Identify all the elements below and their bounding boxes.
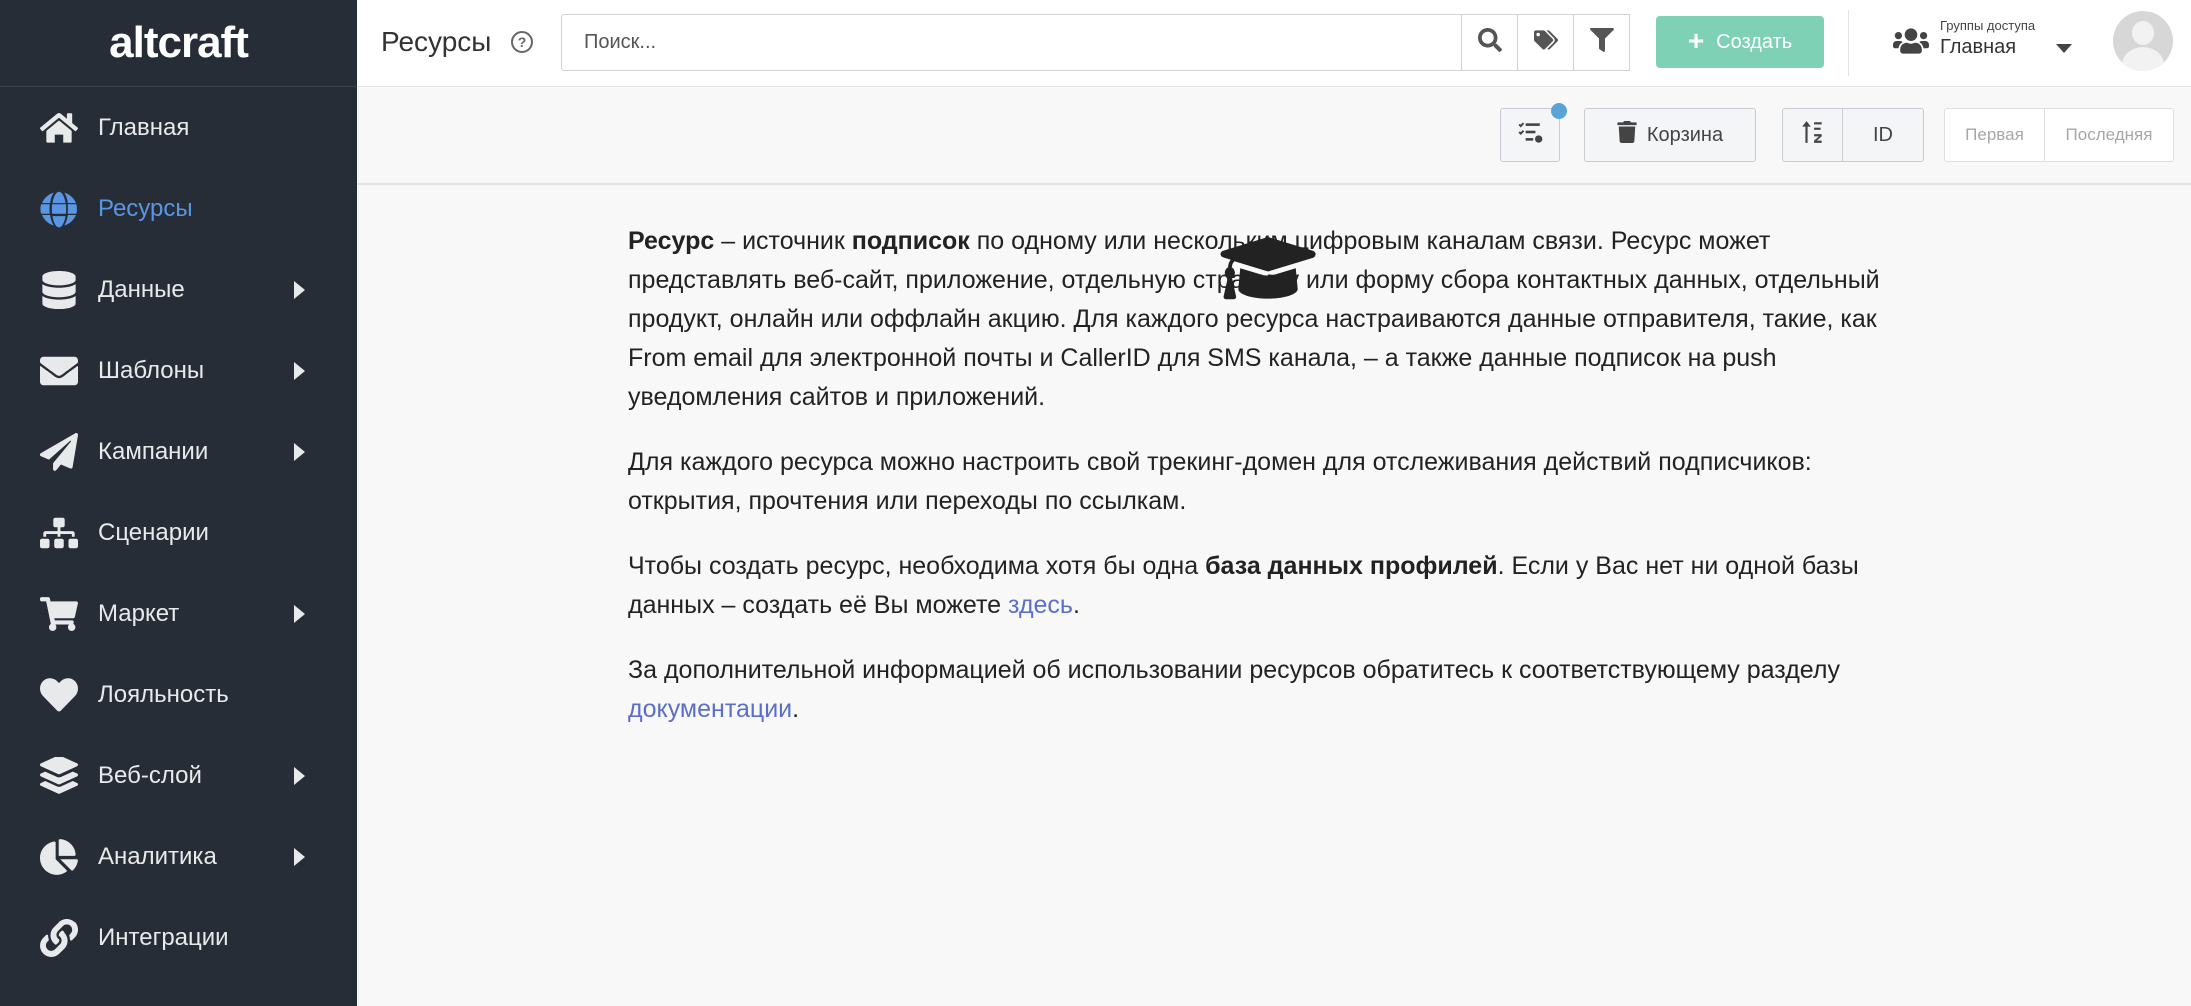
- sort-field-label: ID: [1873, 123, 1893, 146]
- page-title: Ресурсы: [381, 26, 492, 57]
- trash-label: Корзина: [1646, 123, 1724, 146]
- avatar-head: [2132, 21, 2154, 45]
- trash-button[interactable]: [1584, 108, 1756, 162]
- caret-right-icon: [294, 281, 305, 299]
- text-span: .: [792, 695, 800, 723]
- notification-dot: [1551, 103, 1567, 119]
- sidebar-item-label: Шаблоны: [98, 356, 205, 384]
- trash-icon: [1617, 121, 1637, 149]
- text-span: – источник: [714, 227, 852, 255]
- info-paragraph-1: [628, 222, 1928, 417]
- column-settings-button[interactable]: [1500, 108, 1560, 162]
- sidebar-item-label: Данные: [98, 275, 185, 303]
- user-avatar[interactable]: [2113, 11, 2173, 71]
- sidebar-item-web-layer[interactable]: [0, 735, 357, 816]
- pagination-last-label: Последняя: [2065, 125, 2153, 144]
- help-icon[interactable]: ?: [511, 31, 533, 53]
- filter-icon: [1590, 28, 1614, 57]
- documentation-link[interactable]: документации: [628, 695, 793, 723]
- access-groups-select[interactable]: Главная: [1940, 36, 2017, 58]
- create-database-link[interactable]: здесь: [1008, 591, 1073, 619]
- pagination-first-button[interactable]: [1944, 108, 2045, 162]
- cart-icon: [38, 593, 80, 635]
- list-toolbar: [357, 87, 2191, 185]
- sidebar-item-resources[interactable]: [0, 168, 357, 249]
- sidebar-item-templates[interactable]: [0, 330, 357, 411]
- create-label: Создать: [1716, 30, 1793, 53]
- envelope-icon: [38, 350, 80, 392]
- layers-icon: [38, 755, 80, 797]
- database-icon: [38, 269, 80, 311]
- logo-text: altcraft: [109, 18, 248, 67]
- users-icon: [1893, 26, 1929, 56]
- top-bar: [357, 0, 2191, 87]
- sidebar-item-integrations[interactable]: [0, 897, 357, 978]
- caret-down-icon[interactable]: [2056, 44, 2072, 53]
- info-paragraph-4: [628, 651, 1928, 729]
- caret-right-icon: [294, 605, 305, 623]
- sidebar-item-label: Веб-слой: [98, 761, 202, 789]
- pie-chart-icon: [38, 836, 80, 878]
- plus-icon: +: [1687, 24, 1705, 56]
- sort-icon: [1800, 119, 1826, 151]
- filter-button[interactable]: [1573, 14, 1630, 71]
- sidebar-item-label: Интеграции: [98, 923, 229, 951]
- tags-button[interactable]: [1517, 14, 1574, 71]
- home-icon: [38, 107, 80, 149]
- search-icon: [1478, 28, 1502, 57]
- caret-right-icon: [294, 848, 305, 866]
- sidebar-item-analytics[interactable]: [0, 816, 357, 897]
- avatar-body: [2122, 47, 2164, 71]
- sidebar-item-scenarios[interactable]: [0, 492, 357, 573]
- term-resource: Ресурс: [628, 227, 715, 255]
- divider: [1848, 10, 1849, 76]
- caret-right-icon: [294, 362, 305, 380]
- term-subscriptions: подписок: [851, 227, 970, 255]
- text-span: За дополнительной информацией об использовании ресурсов обратитесь к соответствующему разделу: [628, 656, 1840, 684]
- pagination-last-button[interactable]: [2044, 108, 2174, 162]
- sidebar-item-data[interactable]: [0, 249, 357, 330]
- sidebar-item-market[interactable]: [0, 573, 357, 654]
- paper-plane-icon: [38, 431, 80, 473]
- sidebar-item-loyalty[interactable]: [0, 654, 357, 735]
- caret-right-icon: [294, 443, 305, 461]
- text-span: . Если у Вас нет ни одной базы данных – создать её Вы можете: [628, 552, 1859, 619]
- logo[interactable]: [0, 0, 357, 87]
- search-box: [561, 14, 1474, 71]
- sidebar: [0, 0, 357, 1006]
- sort-field-select[interactable]: [1842, 108, 1924, 162]
- sidebar-item-label: Сценарии: [98, 518, 209, 546]
- sidebar-item-home[interactable]: [0, 87, 357, 168]
- sidebar-item-label: Лояльность: [98, 680, 229, 708]
- sidebar-nav: [0, 87, 357, 978]
- sidebar-item-campaigns[interactable]: [0, 411, 357, 492]
- create-button[interactable]: [1656, 16, 1824, 68]
- list-settings-icon: [1517, 119, 1543, 151]
- search-input[interactable]: [562, 15, 1442, 70]
- tags-icon: [1534, 28, 1558, 57]
- search-button[interactable]: [1461, 14, 1518, 71]
- info-paragraph-3: [628, 547, 1928, 625]
- sidebar-item-label: Аналитика: [98, 842, 217, 870]
- sidebar-item-label: Главная: [98, 113, 190, 141]
- link-icon: [38, 917, 80, 959]
- term-profile-database: база данных профилей: [1205, 552, 1498, 580]
- sitemap-icon: [38, 512, 80, 554]
- caret-right-icon: [294, 767, 305, 785]
- sidebar-item-label: Ресурсы: [98, 194, 193, 222]
- globe-icon: [38, 188, 80, 230]
- sidebar-item-label: Маркет: [98, 599, 180, 627]
- text-span: по одному или нескольким цифровым каналам связи. Ресурс может представлять веб-сайт, приложение, отдельную страницу или форму сбора контактных данных, отдельный продукт, онлайн или оффлайн акцию. Для каждого ресурса настраиваются данные отправителя, такие, как From email для электронной почты и CallerID для SMS канала, – а также данные подписок на push уведомления сайтов и приложений.: [628, 227, 1880, 411]
- info-paragraph-2: Для каждого ресурса можно настроить свой трекинг-домен для отслеживания действий подписчиков: открытия, прочтения или переходы по ссылкам.: [628, 448, 1812, 515]
- access-groups-caption: Группы доступа: [1940, 18, 2036, 33]
- sidebar-item-label: Кампании: [98, 437, 209, 465]
- text-span: .: [1072, 591, 1080, 619]
- resources-info: [628, 222, 1928, 755]
- text-span: Чтобы создать ресурс, необходима хотя бы одна: [628, 552, 1206, 580]
- pagination-first-label: Первая: [1965, 125, 2024, 144]
- sort-direction-button[interactable]: [1782, 108, 1843, 162]
- heart-icon: [38, 674, 80, 716]
